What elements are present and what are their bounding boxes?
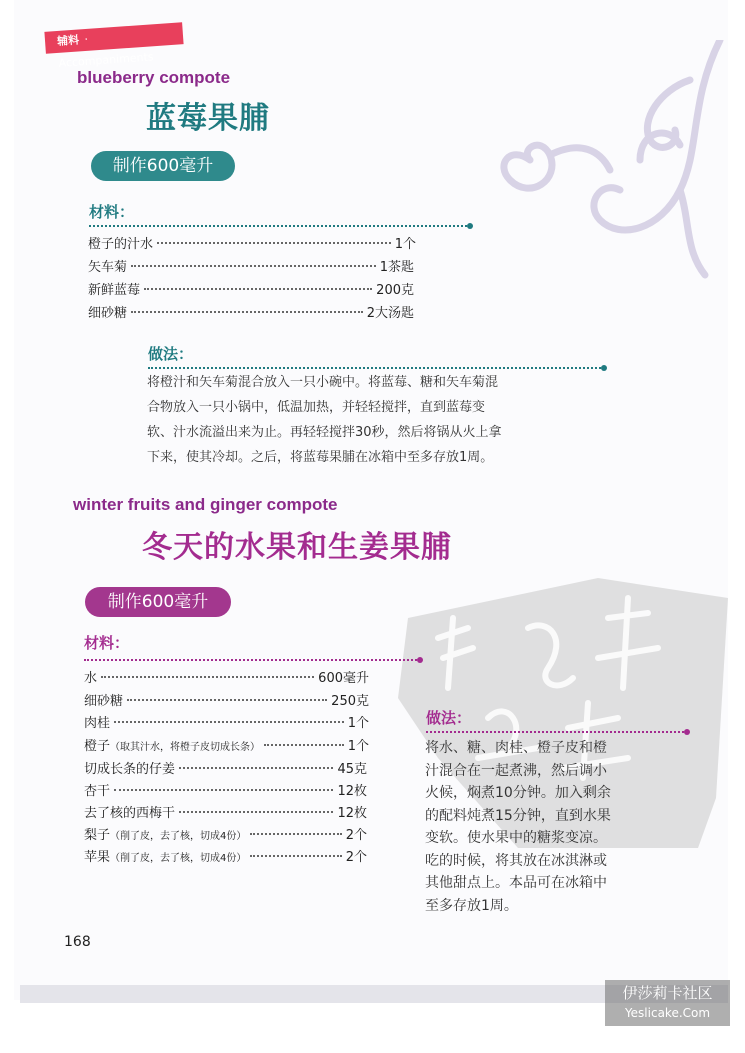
ingredient-row (84, 690, 369, 709)
ingredient-row (84, 780, 367, 799)
ingredient-name: 肉桂 (84, 716, 111, 731)
ingredient-name: 新鲜蓝莓 (88, 283, 141, 298)
ingredient-name: 矢车菊 (88, 260, 128, 275)
ingredient-amount: 45克 (337, 762, 367, 777)
ingredient-row (88, 279, 414, 298)
recipe1-ingredients-divider (89, 225, 467, 227)
ingredient-amount: 1个 (347, 739, 369, 754)
page-number: 168 (64, 934, 91, 950)
recipe2-chinese-title: 冬天的水果和生姜果脯 (142, 530, 452, 565)
ingredient-amount: 200克 (376, 283, 414, 298)
ingredient-amount: 1个 (394, 237, 416, 252)
method-line: 其他甜点上。本品可在冰箱中 (425, 875, 607, 891)
recipe1-chinese-title: 蓝莓果脯 (146, 101, 270, 136)
ingredient-name: 水 (84, 671, 98, 686)
ingredient-row (88, 233, 416, 252)
method-line: 下来，使其冷却。之后，将蓝莓果脯在冰箱中至多存放1周。 (147, 450, 494, 465)
ingredient-amount: 1茶匙 (379, 260, 414, 275)
recipe2-ingredients-divider (84, 659, 417, 661)
ingredient-name: 梨子 (84, 828, 111, 843)
ingredient-amount: 2个 (345, 850, 367, 865)
ingredient-amount: 1个 (347, 716, 369, 731)
recipe1-yield-pill: 制作600毫升 (91, 151, 235, 181)
method-line: 至多存放1周。 (425, 897, 518, 914)
category-tag: 辅料 · Accompaniments (44, 22, 183, 54)
method-line: 吃的时候，将其放在冰淇淋或 (425, 852, 607, 869)
ingredient-name: 细砂糖 (88, 306, 128, 321)
ingredient-amount: 250克 (331, 694, 369, 709)
ingredient-note: （削了皮，去了核，切成4份） (110, 853, 247, 864)
recipe2-ingredients-label: 材料： (84, 634, 130, 652)
method-line: 汁混合在一起煮沸，然后调小 (425, 762, 607, 779)
decorative-flourish (490, 40, 730, 280)
category-tag-en: Accompaniments (58, 50, 154, 70)
ingredient-amount: 600毫升 (318, 671, 369, 686)
method-line: 变软。使水果中的糖浆变凉。 (425, 830, 607, 846)
ingredient-row (84, 758, 367, 777)
recipe1-ingredients-label: 材料： (89, 203, 135, 221)
ingredient-name: 橙子 (84, 739, 111, 754)
ingredient-amount: 12枚 (337, 784, 367, 799)
method-line: 合物放入一只小锅中，低温加热，并轻轻搅拌，直到蓝莓变 (147, 400, 486, 415)
method-line: 火候，焖煮10分钟。加入剩余 (425, 785, 611, 801)
ingredient-row (84, 846, 367, 865)
ingredient-row (84, 735, 369, 754)
ingredient-name: 苹果 (84, 850, 111, 865)
ingredient-row (88, 256, 414, 275)
ingredient-name: 切成长条的仔姜 (84, 762, 176, 777)
ingredient-row (84, 667, 369, 686)
ingredient-name: 橙子的汁水 (88, 237, 154, 252)
watermark-badge (605, 980, 730, 1026)
ingredient-name: 去了核的西梅干 (84, 806, 176, 821)
ingredient-amount: 2大汤匙 (366, 306, 414, 321)
recipe2-method-text (425, 737, 665, 917)
ingredient-row (88, 302, 414, 321)
recipe1-method-divider (148, 367, 601, 369)
recipe2-english-title: winter fruits and ginger compote (73, 495, 338, 514)
ingredient-note: （削了皮，去了核，切成4份） (110, 831, 247, 842)
recipe1-method-label: 做法： (148, 345, 194, 363)
ingredient-name: 细砂糖 (84, 694, 124, 709)
ingredient-amount: 12枚 (337, 806, 367, 821)
method-line: 的配料炖煮15分钟，直到水果 (425, 807, 611, 824)
watermark-line2: Yeslicake.Com (624, 1006, 711, 1020)
ingredient-amount: 2个 (345, 828, 367, 843)
ingredient-name: 杏干 (84, 784, 111, 799)
watermark-line1: 伊莎莉卡社区 (622, 984, 713, 1002)
ingredient-row (84, 824, 367, 843)
recipe2-yield-pill: 制作600毫升 (85, 587, 231, 617)
recipe2-method-divider (426, 731, 684, 733)
recipe1-method-text (147, 370, 587, 470)
ingredient-row (84, 712, 369, 731)
recipe1-english-title: blueberry compote (77, 68, 231, 87)
ingredient-row (84, 802, 367, 821)
recipe2-method-label: 做法： (426, 709, 472, 727)
method-line: 软、汁水流溢出来为止。再轻轻搅拌30秒，然后将锅从火上拿 (147, 425, 502, 440)
method-line: 将水、糖、肉桂、橙子皮和橙 (425, 740, 607, 756)
ingredient-note: （取其汁水，将橙子皮切成长条） (110, 742, 261, 753)
method-line: 将橙汁和矢车菊混合放入一只小碗中。将蓝莓、糖和矢车菊混 (147, 375, 499, 390)
category-tag-cn: 辅料 (56, 33, 80, 48)
